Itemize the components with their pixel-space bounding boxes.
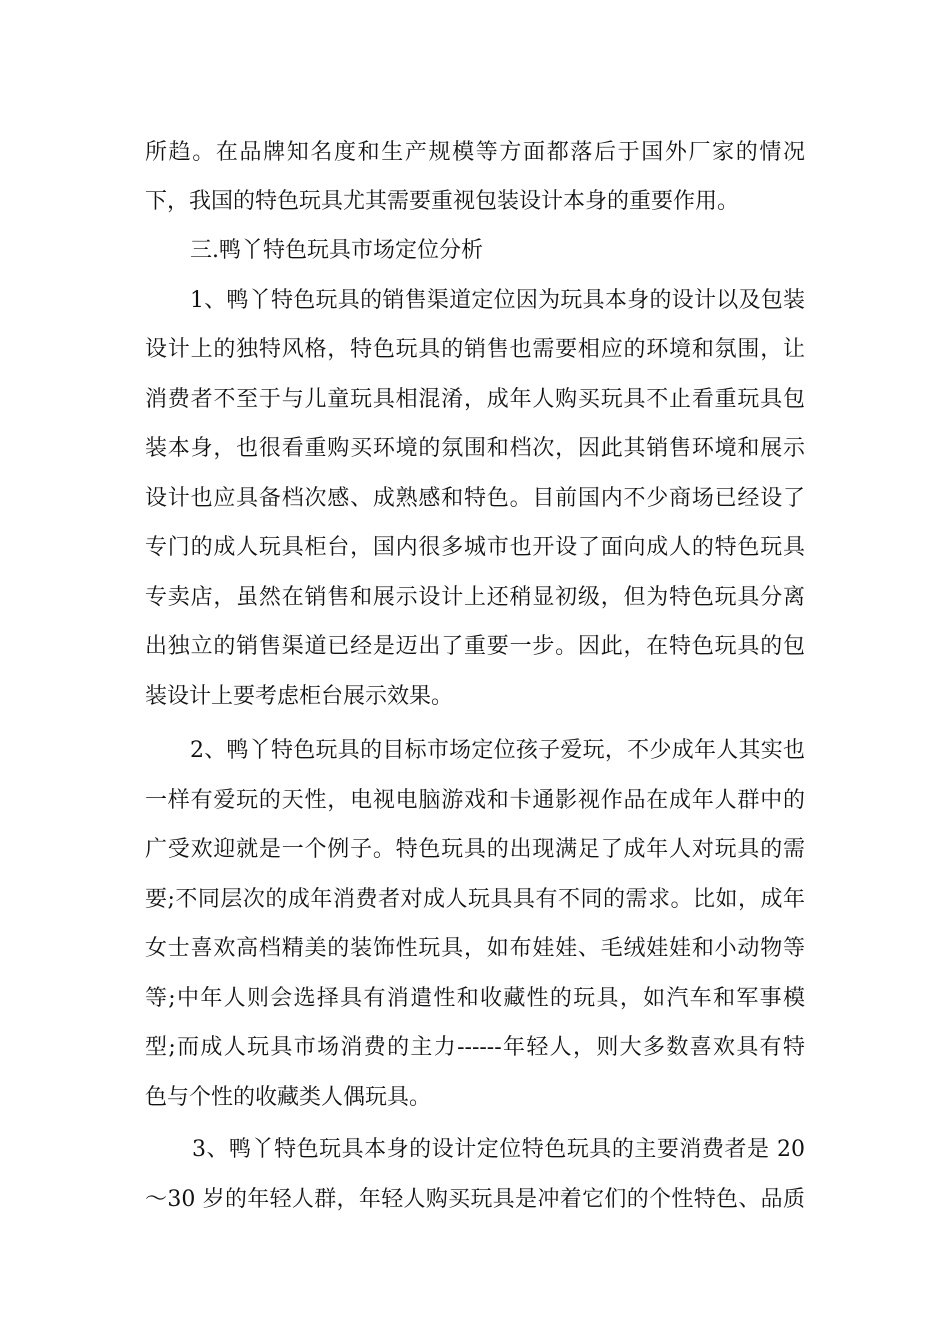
text-line: 专门的成人玩具柜台，国内很多城市也开设了面向成人的特色玩具 (145, 535, 805, 560)
text-line: 设计也应具备档次感、成熟感和特色。目前国内不少商场已经设了 (145, 486, 805, 511)
text-line: ～30 岁的年轻人群，年轻人购买玩具是冲着它们的个性特色、品质 (145, 1187, 805, 1212)
text-line: 专卖店，虽然在销售和展示设计上还稍显初级，但为特色玩具分离 (145, 585, 805, 610)
text-line: 装设计上要考虑柜台展示效果。 (145, 684, 454, 709)
text-line: 消费者不至于与儿童玩具相混淆，成年人购买玩具不止看重玩具包 (145, 387, 805, 412)
text-line: 一样有爱玩的天性，电视电脑游戏和卡通影视作品在成年人群中的 (145, 788, 805, 813)
text-line: 广受欢迎就是一个例子。特色玩具的出现满足了成年人对玩具的需 (145, 837, 805, 862)
text-line: 装本身，也很看重购买环境的氛围和档次，因此其销售环境和展示 (145, 436, 805, 461)
text-line: 女士喜欢高档精美的装饰性玩具，如布娃娃、毛绒娃娃和小动物等 (145, 936, 805, 961)
text-line: 设计上的独特风格，特色玩具的销售也需要相应的环境和氛围，让 (145, 337, 805, 362)
text-line: 出独立的销售渠道已经是迈出了重要一步。因此，在特色玩具的包 (145, 634, 805, 659)
text-line: 所趋。在品牌知名度和生产规模等方面都落后于国外厂家的情况 (145, 140, 805, 165)
text-line: 色与个性的收藏类人偶玩具。 (145, 1085, 432, 1110)
text-line: 型;而成人玩具市场消费的主力------年轻人，则大多数喜欢具有特 (145, 1035, 806, 1060)
text-line: 要;不同层次的成年消费者对成人玩具具有不同的需求。比如，成年 (145, 887, 805, 912)
text-line: 2、鸭丫特色玩具的目标市场定位孩子爱玩，不少成年人其实也 (190, 738, 805, 763)
text-line: 3、鸭丫特色玩具本身的设计定位特色玩具的主要消费者是 20 (192, 1137, 805, 1162)
text-line: 等;中年人则会选择具有消遣性和收藏性的玩具，如汽车和军事模 (145, 986, 805, 1011)
text-line: 下，我国的特色玩具尤其需要重视包装设计本身的重要作用。 (145, 189, 740, 214)
section-heading: 三.鸭丫特色玩具市场定位分析 (190, 238, 483, 263)
text-line: 1、鸭丫特色玩具的销售渠道定位因为玩具本身的设计以及包装 (190, 288, 805, 313)
